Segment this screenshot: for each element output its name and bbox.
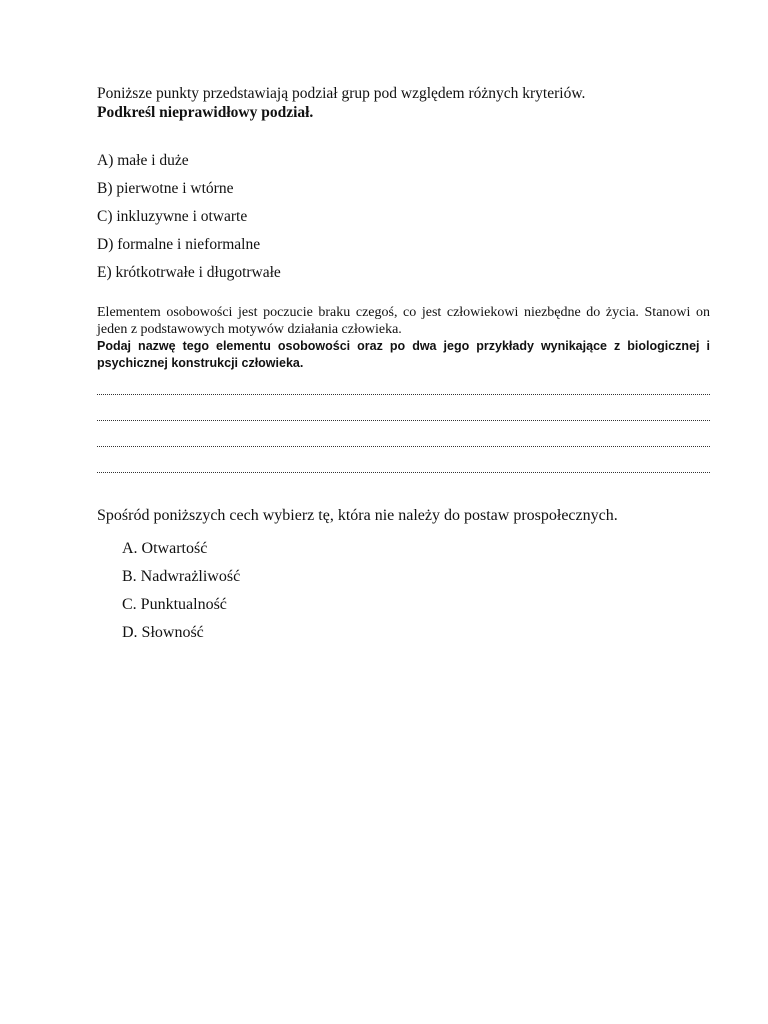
option-c: C. Punktualność bbox=[122, 596, 227, 613]
question-3-intro: Spośród poniższych cech wybierz tę, która nie należy do postaw prospołecznych. bbox=[97, 507, 618, 524]
option-b: B) pierwotne i wtórne bbox=[97, 180, 234, 197]
option-a: A. Otwartość bbox=[122, 540, 208, 557]
question-2 bbox=[97, 304, 710, 498]
option-e: E) krótkotrwałe i długotrwałe bbox=[97, 264, 281, 281]
question-1-options bbox=[97, 147, 708, 287]
answer-line[interactable] bbox=[97, 394, 710, 395]
answer-line[interactable] bbox=[97, 420, 710, 421]
option-a: A) małe i duże bbox=[97, 152, 189, 169]
question-1 bbox=[97, 84, 708, 287]
option-b: B. Nadwrażliwość bbox=[122, 568, 241, 585]
question-1-task: Podkreśl nieprawidłowy podział. bbox=[97, 104, 314, 121]
answer-line[interactable] bbox=[97, 446, 710, 447]
question-3 bbox=[97, 505, 708, 647]
option-c: C) inkluzywne i otwarte bbox=[97, 208, 248, 225]
option-d: D) formalne i nieformalne bbox=[97, 236, 261, 253]
question-1-intro: Poniższe punkty przedstawiają podział grup pod względem różnych kryteriów. bbox=[97, 85, 586, 102]
question-2-intro: Elementem osobowości jest poczucie braku czegoś, co jest człowiekowi niezbędne do życia. Stanowi on jeden z podstawowych motywów działania człowieka. bbox=[97, 305, 710, 337]
question-3-options bbox=[122, 535, 708, 647]
answer-area[interactable] bbox=[97, 394, 710, 473]
question-2-task: Podaj nazwę tego elementu osobowości oraz po dwa jego przykłady wynikające z biologicznej i psychicznej konstrukcji człowieka. bbox=[97, 339, 710, 370]
option-d: D. Słowność bbox=[122, 624, 204, 641]
answer-line[interactable] bbox=[97, 472, 710, 473]
